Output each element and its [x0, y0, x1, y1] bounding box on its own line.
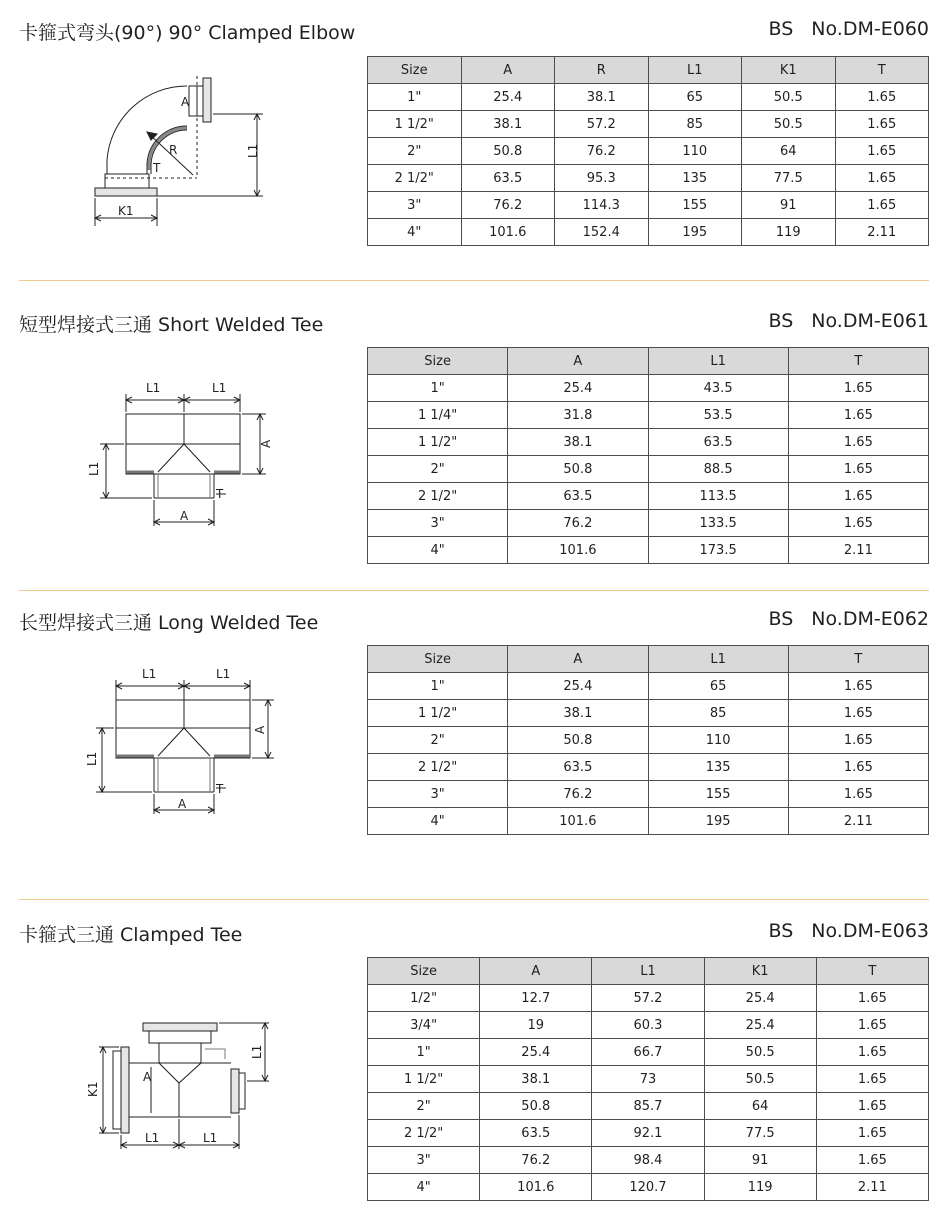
section-title	[19, 608, 318, 635]
table-cell: 25.4	[704, 985, 816, 1012]
table-cell: 110	[648, 138, 742, 165]
table-cell: 64	[742, 138, 836, 165]
standard-label: BS	[768, 18, 794, 40]
table-cell: 2 1/2"	[368, 1120, 480, 1147]
table-cell: 3"	[368, 510, 508, 537]
table-cell: 50.8	[461, 138, 555, 165]
table-cell: 85.7	[592, 1093, 704, 1120]
table-row	[368, 1147, 929, 1174]
dim-a-label: A	[143, 1070, 152, 1084]
table-cell: 113.5	[648, 483, 788, 510]
table-row	[368, 985, 929, 1012]
column-header: L1	[648, 57, 742, 84]
table-cell: 1.65	[788, 727, 928, 754]
table-cell: 1"	[368, 84, 462, 111]
table-cell: 50.8	[508, 456, 648, 483]
table-cell: 66.7	[592, 1039, 704, 1066]
table-cell: 65	[648, 84, 742, 111]
table-cell: 1.65	[816, 985, 928, 1012]
table-cell: 60.3	[592, 1012, 704, 1039]
table-cell: 1.65	[788, 375, 928, 402]
table-cell: 50.5	[704, 1066, 816, 1093]
table-cell: 77.5	[704, 1120, 816, 1147]
table-cell: 76.2	[461, 192, 555, 219]
dim-t-label: T	[216, 487, 224, 501]
table-cell: 1"	[368, 673, 508, 700]
section-title	[19, 310, 323, 337]
column-header: A	[508, 348, 648, 375]
table-cell: 4"	[368, 808, 508, 835]
table-cell: 63.5	[480, 1120, 592, 1147]
product-code	[769, 310, 929, 332]
column-header: A	[461, 57, 555, 84]
table-cell: 1.65	[788, 510, 928, 537]
table-cell: 50.5	[704, 1039, 816, 1066]
table-cell: 1.65	[816, 1066, 928, 1093]
table-cell: 1.65	[788, 429, 928, 456]
table-cell: 2 1/2"	[368, 483, 508, 510]
dim-l1-label: L1	[246, 143, 260, 158]
code-label: No.DM-E060	[811, 18, 929, 40]
table-cell: 1/2"	[368, 985, 480, 1012]
table-cell: 25.4	[461, 84, 555, 111]
title-cn: 长型焊接式三通	[19, 612, 153, 634]
dim-l1-side-label: L1	[85, 751, 99, 766]
column-header: K1	[742, 57, 836, 84]
table-cell: 173.5	[648, 537, 788, 564]
table-cell: 1.65	[835, 138, 929, 165]
table-cell: 1.65	[816, 1147, 928, 1174]
table-cell: 3"	[368, 1147, 480, 1174]
section-divider	[19, 280, 929, 281]
column-header: R	[555, 57, 649, 84]
table-cell: 92.1	[592, 1120, 704, 1147]
table-row	[368, 192, 929, 219]
dim-r-label: R	[169, 143, 178, 157]
column-header: L1	[592, 958, 704, 985]
dim-l1-right-label: L1	[203, 1131, 218, 1145]
table-cell: 155	[648, 781, 788, 808]
table-row	[368, 456, 929, 483]
table-cell: 88.5	[648, 456, 788, 483]
title-en: Short Welded Tee	[158, 314, 324, 336]
table-row	[368, 673, 929, 700]
table-cell: 1.65	[788, 483, 928, 510]
table-cell: 76.2	[555, 138, 649, 165]
table-cell: 101.6	[508, 537, 648, 564]
table-cell: 85	[648, 700, 788, 727]
table-row	[368, 1093, 929, 1120]
column-header: L1	[648, 646, 788, 673]
title-en: Clamped Tee	[120, 924, 243, 946]
table-row	[368, 754, 929, 781]
table-cell: 4"	[368, 219, 462, 246]
column-header: Size	[368, 57, 462, 84]
table-cell: 91	[704, 1147, 816, 1174]
table-cell: 119	[742, 219, 836, 246]
table-cell: 1.65	[788, 700, 928, 727]
elbow-drawing	[85, 70, 275, 230]
long-tee-drawing	[80, 662, 280, 818]
table-row	[368, 700, 929, 727]
dim-a-label: A	[181, 95, 190, 109]
table-row	[368, 429, 929, 456]
table-cell: 73	[592, 1066, 704, 1093]
table-cell: 95.3	[555, 165, 649, 192]
table-cell: 1.65	[816, 1120, 928, 1147]
table-row	[368, 84, 929, 111]
table-cell: 50.5	[742, 84, 836, 111]
spec-table-e060	[367, 56, 929, 246]
table-row	[368, 1039, 929, 1066]
code-label: No.DM-E062	[811, 608, 929, 630]
table-cell: 2"	[368, 138, 462, 165]
column-header: A	[508, 646, 648, 673]
short-tee-drawing	[80, 376, 280, 528]
clamped-tee-drawing	[85, 1015, 275, 1150]
code-label: No.DM-E061	[811, 310, 929, 332]
table-cell: 2"	[368, 456, 508, 483]
table-cell: 2.11	[835, 219, 929, 246]
spec-table-e062	[367, 645, 929, 835]
product-code	[769, 920, 929, 942]
dim-l1-right-label: L1	[212, 381, 227, 395]
column-header: A	[480, 958, 592, 985]
table-cell: 195	[648, 808, 788, 835]
title-cn: 卡箍式弯头(90°)	[19, 22, 163, 44]
table-row	[368, 781, 929, 808]
table-cell: 1"	[368, 375, 508, 402]
dim-a-bottom-label: A	[180, 509, 189, 523]
table-cell: 133.5	[648, 510, 788, 537]
table-row	[368, 165, 929, 192]
table-cell: 76.2	[480, 1147, 592, 1174]
dim-k1-label: K1	[118, 204, 134, 218]
table-cell: 76.2	[508, 781, 648, 808]
dim-l1-left-label: L1	[146, 381, 161, 395]
dim-l1-left-label: L1	[142, 667, 157, 681]
table-cell: 98.4	[592, 1147, 704, 1174]
table-cell: 1.65	[816, 1039, 928, 1066]
table-cell: 3"	[368, 192, 462, 219]
table-cell: 63.5	[508, 754, 648, 781]
column-header: Size	[368, 958, 480, 985]
table-cell: 101.6	[508, 808, 648, 835]
table-cell: 1 1/4"	[368, 402, 508, 429]
table-cell: 2.11	[788, 537, 928, 564]
column-header: Size	[368, 646, 508, 673]
table-cell: 152.4	[555, 219, 649, 246]
table-cell: 120.7	[592, 1174, 704, 1201]
table-cell: 63.5	[508, 483, 648, 510]
table-cell: 3/4"	[368, 1012, 480, 1039]
table-cell: 101.6	[480, 1174, 592, 1201]
table-cell: 2 1/2"	[368, 754, 508, 781]
table-cell: 43.5	[648, 375, 788, 402]
table-cell: 63.5	[461, 165, 555, 192]
dim-l1-left-label: L1	[145, 1131, 160, 1145]
table-cell: 25.4	[480, 1039, 592, 1066]
table-cell: 2.11	[816, 1174, 928, 1201]
table-cell: 4"	[368, 537, 508, 564]
table-cell: 64	[704, 1093, 816, 1120]
table-row	[368, 1120, 929, 1147]
product-code	[769, 18, 929, 40]
table-cell: 1.65	[788, 754, 928, 781]
table-row	[368, 808, 929, 835]
table-cell: 110	[648, 727, 788, 754]
table-row	[368, 1174, 929, 1201]
table-cell: 1.65	[788, 781, 928, 808]
table-cell: 4"	[368, 1174, 480, 1201]
dim-a-side-label: A	[259, 439, 273, 448]
column-header: T	[788, 646, 928, 673]
table-row	[368, 219, 929, 246]
table-cell: 1 1/2"	[368, 429, 508, 456]
spec-table-e063	[367, 957, 929, 1201]
table-cell: 38.1	[461, 111, 555, 138]
table-cell: 50.5	[742, 111, 836, 138]
table-row	[368, 537, 929, 564]
table-header-row	[368, 348, 929, 375]
table-cell: 12.7	[480, 985, 592, 1012]
table-cell: 1.65	[835, 192, 929, 219]
title-en: 90° Clamped Elbow	[168, 22, 356, 44]
dim-t-label: T	[216, 782, 224, 796]
section-divider	[19, 590, 929, 591]
table-cell: 1.65	[788, 456, 928, 483]
table-cell: 2"	[368, 1093, 480, 1120]
table-cell: 1.65	[816, 1093, 928, 1120]
column-header: T	[835, 57, 929, 84]
column-header: L1	[648, 348, 788, 375]
table-cell: 2.11	[788, 808, 928, 835]
column-header: T	[816, 958, 928, 985]
table-row	[368, 375, 929, 402]
table-row	[368, 1012, 929, 1039]
section-title	[19, 18, 355, 45]
table-cell: 63.5	[648, 429, 788, 456]
table-row	[368, 483, 929, 510]
dim-a-side-label: A	[253, 725, 267, 734]
table-cell: 65	[648, 673, 788, 700]
column-header: K1	[704, 958, 816, 985]
table-cell: 155	[648, 192, 742, 219]
table-cell: 50.8	[508, 727, 648, 754]
table-header-row	[368, 958, 929, 985]
table-cell: 38.1	[508, 429, 648, 456]
table-header-row	[368, 57, 929, 84]
table-row	[368, 510, 929, 537]
table-cell: 31.8	[508, 402, 648, 429]
spec-table-e061	[367, 347, 929, 564]
table-cell: 2"	[368, 727, 508, 754]
title-cn: 短型焊接式三通	[19, 314, 153, 336]
table-cell: 50.8	[480, 1093, 592, 1120]
table-cell: 1.65	[788, 402, 928, 429]
table-cell: 76.2	[508, 510, 648, 537]
title-cn: 卡箍式三通	[19, 924, 115, 946]
table-row	[368, 111, 929, 138]
table-header-row	[368, 646, 929, 673]
dim-k1-label: K1	[86, 1081, 100, 1097]
table-cell: 1 1/2"	[368, 700, 508, 727]
table-cell: 1 1/2"	[368, 111, 462, 138]
table-cell: 101.6	[461, 219, 555, 246]
dim-l1-side-label: L1	[250, 1044, 264, 1059]
standard-label: BS	[768, 310, 794, 332]
table-cell: 85	[648, 111, 742, 138]
table-cell: 91	[742, 192, 836, 219]
table-cell: 25.4	[508, 375, 648, 402]
column-header: T	[788, 348, 928, 375]
dim-t-label: T	[153, 161, 161, 175]
table-row	[368, 1066, 929, 1093]
table-cell: 1.65	[835, 111, 929, 138]
standard-label: BS	[768, 920, 794, 942]
code-label: No.DM-E063	[811, 920, 929, 942]
table-cell: 1"	[368, 1039, 480, 1066]
table-cell: 195	[648, 219, 742, 246]
dim-l1-right-label: L1	[216, 667, 231, 681]
table-row	[368, 402, 929, 429]
table-cell: 1.65	[835, 165, 929, 192]
table-cell: 25.4	[704, 1012, 816, 1039]
title-en: Long Welded Tee	[158, 612, 319, 634]
section-divider	[19, 899, 929, 900]
dim-l1-side-label: L1	[87, 461, 101, 476]
table-cell: 2 1/2"	[368, 165, 462, 192]
table-cell: 57.2	[592, 985, 704, 1012]
table-cell: 25.4	[508, 673, 648, 700]
table-cell: 1 1/2"	[368, 1066, 480, 1093]
standard-label: BS	[768, 608, 794, 630]
table-cell: 19	[480, 1012, 592, 1039]
product-code	[769, 608, 929, 630]
section-title	[19, 920, 242, 947]
table-cell: 114.3	[555, 192, 649, 219]
table-cell: 1.65	[816, 1012, 928, 1039]
table-cell: 57.2	[555, 111, 649, 138]
table-cell: 119	[704, 1174, 816, 1201]
table-row	[368, 727, 929, 754]
table-cell: 135	[648, 165, 742, 192]
table-cell: 38.1	[480, 1066, 592, 1093]
table-cell: 53.5	[648, 402, 788, 429]
table-cell: 38.1	[508, 700, 648, 727]
table-cell: 77.5	[742, 165, 836, 192]
table-row	[368, 138, 929, 165]
table-cell: 1.65	[835, 84, 929, 111]
column-header: Size	[368, 348, 508, 375]
dim-a-bottom-label: A	[178, 797, 187, 811]
table-cell: 38.1	[555, 84, 649, 111]
table-cell: 1.65	[788, 673, 928, 700]
table-cell: 3"	[368, 781, 508, 808]
table-cell: 135	[648, 754, 788, 781]
